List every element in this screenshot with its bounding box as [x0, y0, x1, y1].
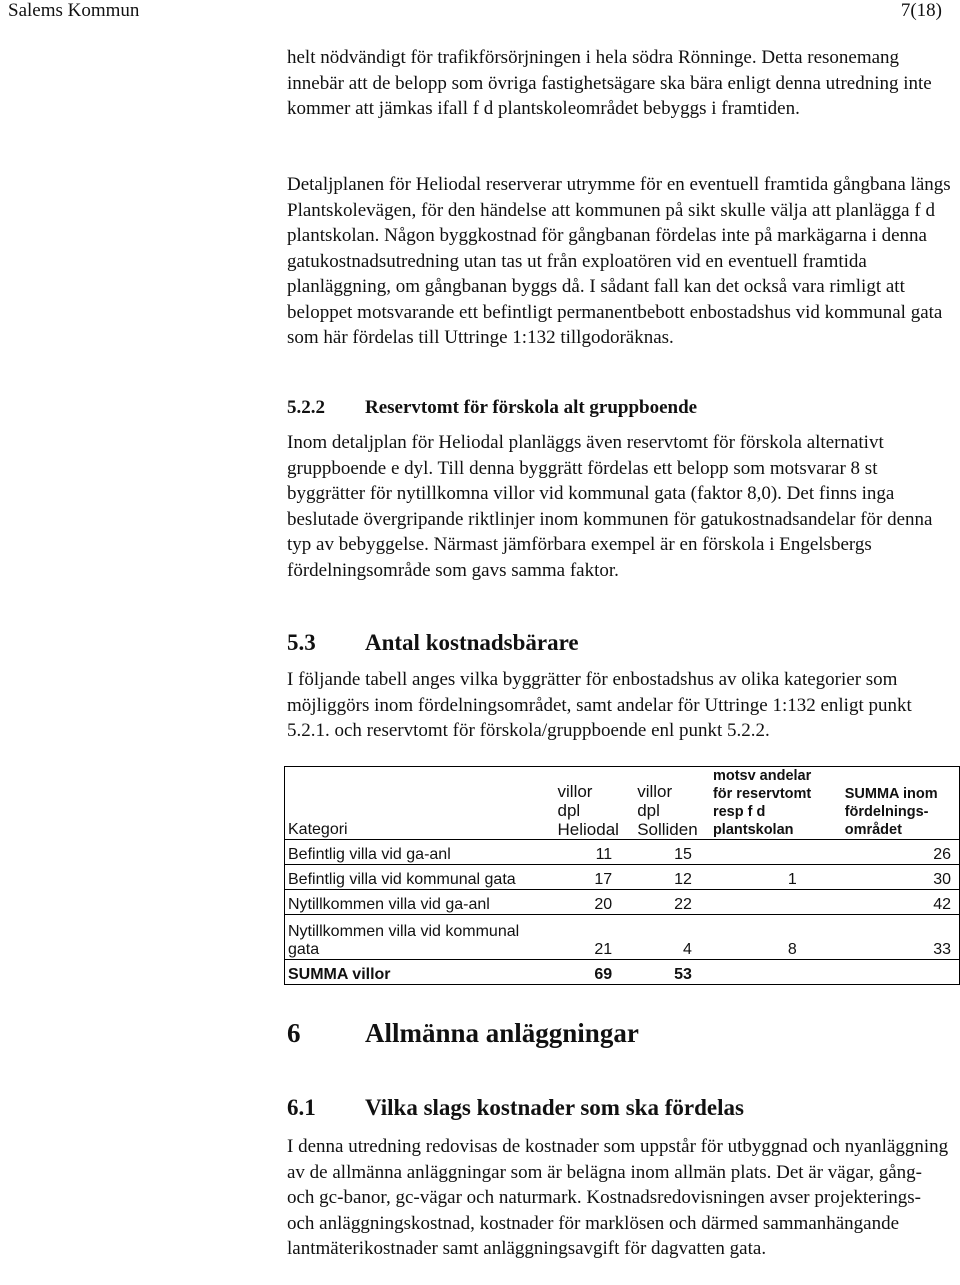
- cell-motsv: [710, 840, 842, 865]
- paragraph-2: Detaljplanen för Heliodal reserverar utrymme för en eventuell framtida gångbana längs Plantskolevägen, för den händelse att kommunen på sikt skulle välja att planlägga f d plantskolan. Någon byggkostnad för gångbanan fördelas inte på markägarna i denna gatukostnadsutredning utan tas ut från exploatören vid en eventuell framtida planläggning, om gångbanan byggs då. I sådant fall kan det också vara rimligt att beloppet motsvarande ett befintligt permanentbebott enbostadshus vid kommunal gata som här fördelas till Uttringe 1:132 tillgodoräknas.: [287, 174, 951, 348]
- header-solliden: villor dpl Solliden: [634, 767, 710, 840]
- heading-5-2-2: [287, 396, 697, 420]
- heading-title: Antal kostnadsbärare: [365, 630, 579, 655]
- heading-6-1: [287, 1094, 744, 1122]
- heading-number: 6: [287, 1018, 301, 1048]
- cell-kategori: Nytillkommen villa vid ga-anl: [285, 890, 555, 915]
- cell-heliodal: 20: [555, 890, 635, 915]
- cell-summa: 42: [842, 890, 960, 915]
- heading-title: Allmänna anläggningar: [365, 1018, 639, 1048]
- paragraph-5: I denna utredning redovisas de kostnader som uppstår för utbyggnad och nyanläggning av de allmänna anläggningar som är belägna inom allmän plats. Det är vägar, gång- och gc-banor, gc-vägar och naturmark. Kostnadsredovisningen avser projekterings- och anläggningskostnad, kostnader för marklösen och därmed sammanhängande lantmäterikostnader samt anläggningsavgift för dagvatten gata.: [287, 1136, 949, 1259]
- paragraph-3: Inom detaljplan för Heliodal planläggs även reservtomt för förskola alternativt gruppboende e dyl. Till denna byggrätt fördelas ett belopp som motsvarar 8 st byggrätter för nytillkomna villor vid kommunal gata (faktor 8,0). Det finns inga beslutade övergripande riktlinjer inom kommunen för gatukostnadsandelar för denna typ av bebyggelse. Närmast jämförbara exempel är en förskola i Engelsbergs fördelningsområde som gavs samma faktor.: [287, 432, 933, 581]
- cell-motsv: [710, 960, 842, 985]
- heading-number: 5.2.2: [287, 397, 325, 418]
- table-row: [285, 890, 960, 915]
- table-row-total: [285, 960, 960, 985]
- heading-number: 5.3: [287, 630, 316, 655]
- heading-5-3: [287, 629, 579, 657]
- cell-kategori: Nytillkommen villa vid kommunal gata: [285, 915, 555, 960]
- table-header-row: [285, 767, 960, 840]
- cell-motsv: [710, 890, 842, 915]
- header-left: Salems Kommun: [8, 0, 140, 21]
- heading-number: 6.1: [287, 1095, 316, 1120]
- cell-kategori: SUMMA villor: [285, 960, 555, 985]
- cell-heliodal: 11: [555, 840, 635, 865]
- table-row: [285, 840, 960, 865]
- cell-kategori: Befintlig villa vid ga-anl: [285, 840, 555, 865]
- cell-solliden: 22: [634, 890, 710, 915]
- cell-motsv: 8: [710, 915, 842, 960]
- heading-6: [287, 1017, 639, 1049]
- cell-solliden: 53: [634, 960, 710, 985]
- header-kategori: Kategori: [285, 767, 555, 840]
- cell-summa: 33: [842, 915, 960, 960]
- paragraph-1: helt nödvändigt för trafikförsörjningen i hela södra Rönninge. Detta resonemang innebär att de belopp som övriga fastighetsägare ska bära enligt denna utredning inte kommer att jämkas ifall f d plantskoleområdet bebyggs i framtiden.: [287, 47, 932, 119]
- header-motsv-andelar: motsv andelar för reservtomt resp f d plantskolan: [710, 767, 842, 840]
- cell-heliodal: 17: [555, 865, 635, 890]
- header-summa: SUMMA inom fördelnings- området: [842, 767, 960, 840]
- table-row: [285, 915, 960, 960]
- cell-heliodal: 69: [555, 960, 635, 985]
- cell-heliodal: 21: [555, 915, 635, 960]
- cell-motsv: 1: [710, 865, 842, 890]
- cost-bearers-table: [284, 766, 960, 985]
- cell-kategori: Befintlig villa vid kommunal gata: [285, 865, 555, 890]
- heading-title: Reservtomt för förskola alt gruppboende: [365, 397, 698, 418]
- cell-solliden: 4: [634, 915, 710, 960]
- table-row: [285, 865, 960, 890]
- cell-summa: 30: [842, 865, 960, 890]
- paragraph-4: I följande tabell anges vilka byggrätter för enbostadshus av olika kategorier som möjliggörs inom fördelningsområdet, samt andelar för Uttringe 1:132 enligt punkt 5.2.1. och reservtomt för förskola/gruppboende enl punkt 5.2.2.: [287, 669, 912, 741]
- header-heliodal: villor dpl Heliodal: [555, 767, 635, 840]
- cell-summa: [842, 960, 960, 985]
- heading-title: Vilka slags kostnader som ska fördelas: [365, 1095, 744, 1120]
- page-number: 7(18): [900, 0, 942, 21]
- cell-summa: 26: [842, 840, 960, 865]
- cell-solliden: 15: [634, 840, 710, 865]
- cell-solliden: 12: [634, 865, 710, 890]
